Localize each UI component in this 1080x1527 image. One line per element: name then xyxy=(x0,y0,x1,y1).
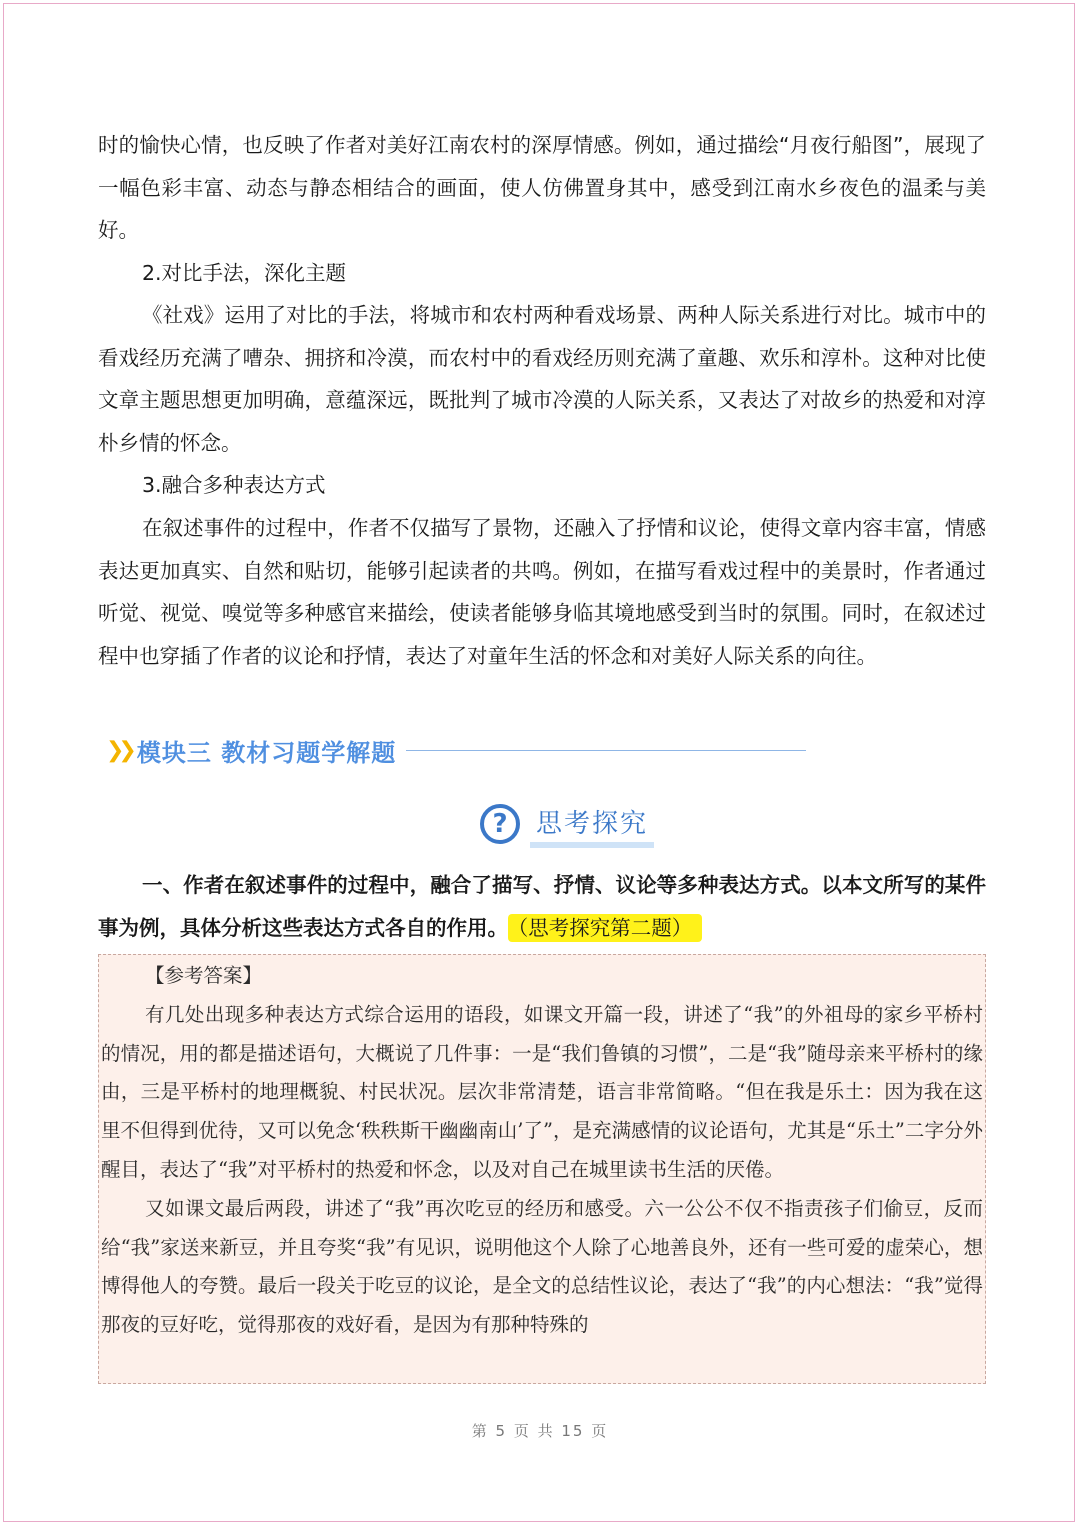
page-number: 第 5 页 共 15 页 xyxy=(471,1422,609,1440)
paragraph-continued: 时的愉快心情，也反映了作者对美好江南农村的深厚情感。例如，通过描绘“月夜行船图”，展现了一幅色彩丰富、动态与静态相结合的画面，使人仿佛置身其中，感受到江南水乡夜色的温柔与美好。 xyxy=(98,133,986,242)
question-body: 一、作者在叙述事件的过程中，融合了描写、抒情、议论等多种表达方式。以本文所写的某件事为例，具体分析这些表达方式各自的作用。 xyxy=(98,873,986,940)
banner-label: 思考探究 xyxy=(530,801,654,848)
answer-text xyxy=(101,957,983,1345)
answer-heading: 【参考答案】 xyxy=(145,964,263,987)
question-text xyxy=(98,864,986,949)
answer-paragraph-1: 有几处出现多种表达方式综合运用的语段，如课文开篇一段，讲述了“我”的外祖母的家乡平桥村的情况，用的都是描述语句，大概说了几件事：一是“我们鲁镇的习惯”，二是“我”随母亲来平桥村的缘由，三是平桥村的地理概貌、村民状况。层次非常清楚，语言非常简略。“但在我是乐土：因为我在这里不但得到优待，又可以免念‘秩秩斯干幽幽南山’了”，是充满感情的议论语句，尤其是“乐土”二字分外醒目，表达了“我”对平桥村的热爱和怀念，以及对自己在城里读书生活的厌倦。 xyxy=(101,1002,983,1181)
paragraph-expression: 在叙述事件的过程中，作者不仅描写了景物，还融入了抒情和议论，使得文章内容丰富，情感表达更加真实、自然和贴切，能够引起读者的共鸣。例如，在描写看戏过程中的美景时，作者通过听觉、视觉、嗅觉等多种感官来描绘，使读者能够身临其境地感受到当时的氛围。同时，在叙述过程中也穿插了作者的议论和抒情，表达了对童年生活的怀念和对美好人际关系的向往。 xyxy=(98,516,986,668)
question-tag: （思考探究第二题） xyxy=(508,914,702,942)
subheading-contrast: 2.对比手法，深化主题 xyxy=(142,261,347,285)
module-divider xyxy=(406,750,806,751)
module-title: 模块三 教材习题学解题 xyxy=(136,738,397,767)
answer-box xyxy=(98,954,986,1384)
module-heading xyxy=(106,730,806,770)
question-mark-icon: ? xyxy=(480,804,520,844)
double-chevron-icon: ❯❯ xyxy=(106,737,131,763)
answer-paragraph-2: 又如课文最后两段，讲述了“我”再次吃豆的经历和感受。六一公公不仅不指责孩子们偷豆，反而给“我”家送来新豆，并且夸奖“我”有见识，说明他这个人除了心地善良外，还有一些可爱的虚荣心，想博得他人的夸赞。最后一段关于吃豆的议论，是全文的总结性议论，表达了“我”的内心想法：“我”觉得那夜的豆好吃，觉得那夜的戏好看，是因为有那种特殊的 xyxy=(101,1196,983,1337)
paragraph-contrast: 《社戏》运用了对比的手法，将城市和农村两种看戏场景、两种人际关系进行对比。城市中的看戏经历充满了嘈杂、拥挤和冷漠，而农村中的看戏经历则充满了童趣、欢乐和淳朴。这种对比使文章主题思想更加明确，意蕴深远，既批判了城市冷漠的人际关系，又表达了对故乡的热爱和对淳朴乡情的怀念。 xyxy=(98,303,986,455)
subheading-expression: 3.融合多种表达方式 xyxy=(142,473,326,497)
think-explore-banner xyxy=(480,796,660,852)
